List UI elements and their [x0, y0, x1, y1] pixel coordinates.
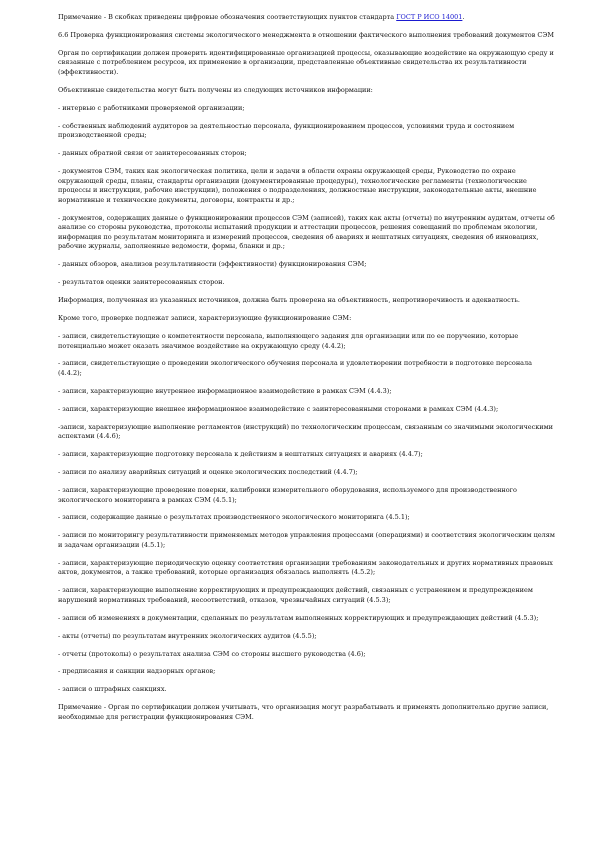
list-item: - документов, содержащих данные о функционировании процессов СЭМ (записей), таких как акты (отчеты) по внутренним аудитам, отчеты об анализе со стороны руководства, протоколы испытаний продукции и аттестации процессов, решения совещаний по проблемам экологии, информация по результатам мониторинга и измерений процессов, сведения об авариях и нештатных ситуациях, сведения об инновациях, рабочие журналы, заполненные ведомости, формы, бланки и др.;: [58, 213, 555, 251]
section-title: 6.6 Проверка функционирования системы экологического менеджмента в отношении фактического выполнения требований документов СЭМ: [58, 30, 555, 39]
list-item: - записи, характеризующие проведение поверки, калибровки измерительного оборудования, используемого для производственного экологического мониторинга в рамках СЭМ (4.5.1);: [58, 485, 517, 504]
list-item: - данных обзоров, анализов результативности (эффективности) функционирования СЭМ;: [58, 260, 367, 269]
list-item: - собственных наблюдений аудиторов за деятельностью персонала, функционированием процессов, условиями труда и состоянием производственной среды;: [58, 121, 515, 140]
note-bottom: Примечание - Орган по сертификации должен учитывать, что организация могут разрабатывать и применять дополнительно другие записи, необходимые для регистрации функционирования СЭМ.: [58, 703, 549, 721]
list-item: - записи по анализу аварийных ситуаций и оценке экологических последствий (4.4.7);: [58, 468, 358, 477]
list-item: - записи, характеризующие выполнение корректирующих и предупреждающих действий, связанных с устранением и предупреждением нарушений нормативных требований, несоответствий, отказов, чрезвычайных ситуаций (4.5.3);: [58, 586, 533, 604]
list-item: - интервью с работниками проверяемой организации;: [58, 103, 245, 112]
list-item: - предписания и санкции надзорных органов;: [58, 667, 216, 676]
list-item: - записи, характеризующие периодическую оценку соответствия организации требованиям законодательных и других нормативных правовых актов, документов, а также требований, которые организация обязалась выполнять (4.5.2);: [58, 558, 553, 577]
list-item: - отчеты (протоколы) о результатах анализа СЭМ со стороны высшего руководства (4.6);: [58, 649, 366, 658]
paragraph: Кроме того, проверке подлежат записи, характеризующие функционирование СЭМ:: [58, 314, 352, 323]
list-item: - документов СЭМ, таких как экологическая политика, цели и задачи в области охраны окружающей среды, Руководство по охране окружающей среды, планы, стандарты организации (документированные процедуры), технологические регламенты (технологические процессы и инструкции, рабочие инструкции), положения о подразделениях, должностные инструкции, законодательные акты, внешние нормативные и технические документы, договоры, контракты и др.;: [58, 167, 537, 204]
list-item: - записи, свидетельствующие о проведении экологического обучения персонала и удовлетворении потребности в подготовке персонала (4.4.2);: [58, 359, 533, 377]
note-top-tail: .: [462, 13, 465, 21]
list-item: - записи, характеризующие внутреннее информационное взаимодействие в рамках СЭМ (4.4.3);: [58, 386, 392, 395]
list-item: - записи, характеризующие внешнее информационное взаимодействие с заинтересованными сторонами в рамках СЭМ (4.4.3);: [58, 404, 499, 413]
standard-link[interactable]: ГОСТ Р ИСО 14001: [396, 13, 463, 21]
list-item: - акты (отчеты) по результатам внутренних экологических аудитов (4.5.5);: [58, 631, 317, 640]
list-item: -записи, характеризующие выполнение регламентов (инструкций) по технологическим процессам, связанным со значимыми экологическими аспектами (4.4.6);: [58, 422, 554, 441]
list-item: - записи о штрафных санкциях.: [58, 685, 167, 694]
list-item: - записи, свидетельствующие о компетентности персонала, выполняющего задания для организации или по ее поручению, которые потенциально может оказать значимое воздействие на окружающую среду (4.4.2);: [58, 331, 519, 350]
list-item: - записи, характеризующие подготовку персонала к действиям в нештатных ситуациях и авариях (4.4.7);: [58, 450, 423, 459]
note-top-text: Примечание - В скобках приведены цифровые обозначения соответствующих пунктов стандарта: [58, 13, 397, 21]
list-item: - данных обратной связи от заинтересованных сторон;: [58, 149, 247, 158]
paragraph: Информация, полученная из указанных источников, должна быть проверена на объективность, непротиворечивость и адекватность.: [58, 296, 521, 305]
paragraph: Орган по сертификации должен проверить идентифицированные организацией процессы, оказывающие воздействие на окружающую среду и связанные с потреблением ресурсов, их применение в организации, представленные объективные свидетельства их результативности (эффективности).: [58, 48, 554, 76]
list-item: - записи, содержащие данные о результатах производственного экологического мониторинга (4.5.1);: [58, 513, 410, 522]
list-item: - записи об изменениях в документации, сделанных по результатам выполненных корректирующих и предупреждающих действий (4.5.3);: [58, 613, 539, 622]
note-top: [58, 13, 555, 23]
list-item: - результатов оценки заинтересованных сторон.: [58, 278, 225, 287]
list-item: - записи по мониторингу результативности применяемых методов управления процессами (операциями) и соответствия экологическим целям и задачам организации (4.5.1);: [58, 531, 555, 549]
paragraph: Объективные свидетельства могут быть получены из следующих источников информации:: [58, 85, 373, 94]
